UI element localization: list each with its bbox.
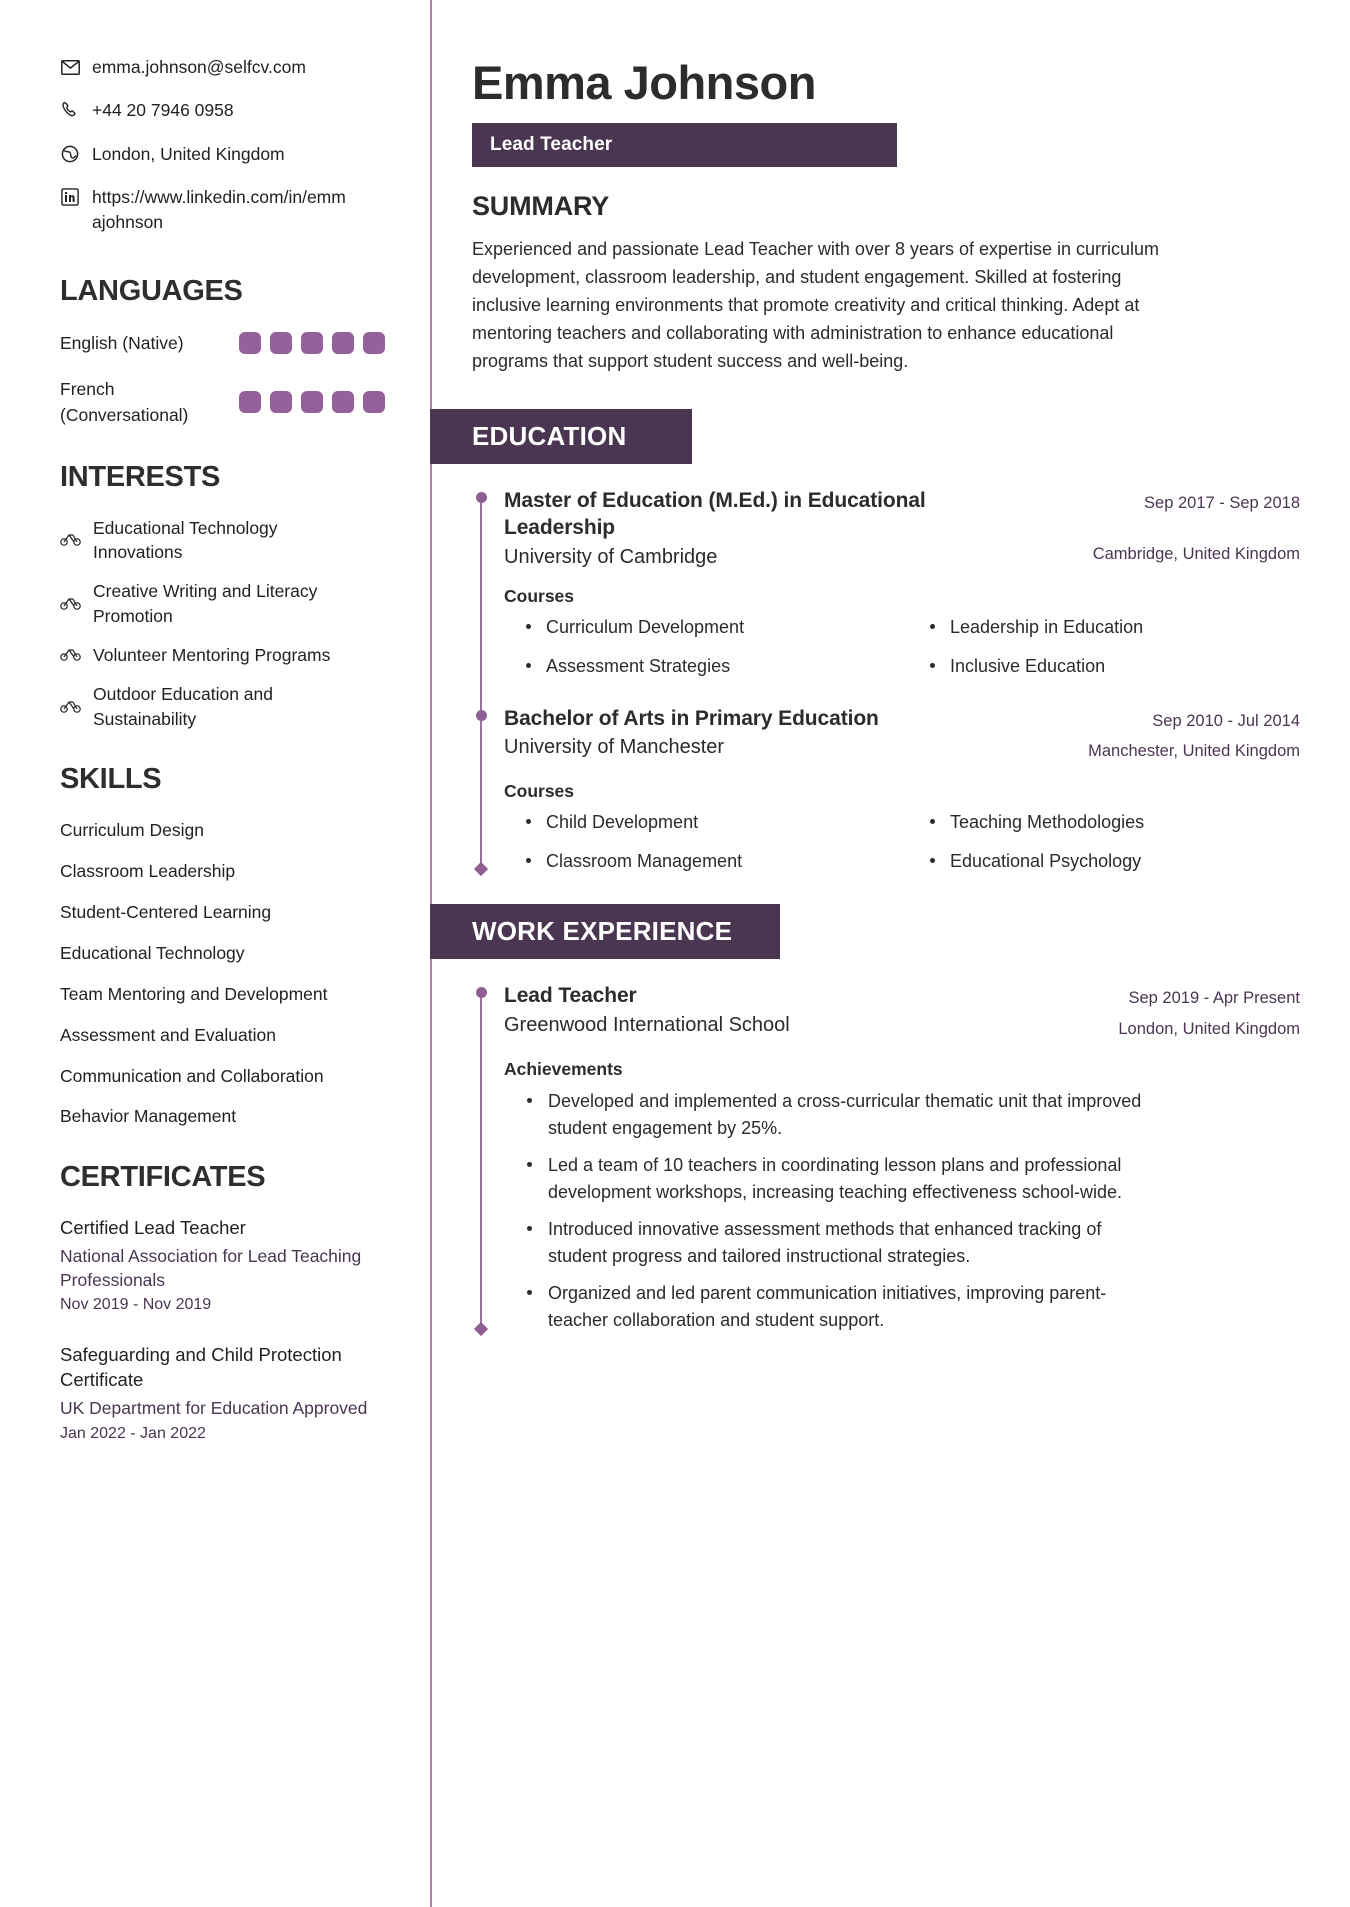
education-date: Sep 2010 - Jul 2014 bbox=[1152, 711, 1300, 730]
interest-label: Volunteer Mentoring Programs bbox=[93, 644, 331, 665]
skill-item: Team Mentoring and Development bbox=[60, 983, 328, 1004]
bicycle-icon bbox=[60, 645, 82, 665]
contact-phone bbox=[60, 98, 385, 123]
school-name: University of Cambridge bbox=[504, 546, 718, 569]
certificate-date: Nov 2019 - Nov 2019 bbox=[60, 1296, 212, 1314]
rating-square bbox=[332, 332, 354, 354]
rating-square bbox=[270, 391, 292, 413]
bicycle-icon bbox=[60, 697, 82, 717]
achievement-item: Developed and implemented a cross-curricular thematic unit that improved student engagement by 25%. bbox=[522, 1088, 1162, 1142]
skill-item: Curriculum Design bbox=[60, 820, 204, 841]
certificate-title: Certified Lead Teacher bbox=[60, 1217, 246, 1239]
education-entry bbox=[504, 488, 1300, 679]
degree-title: Master of Education (M.Ed.) in Educational Leadership bbox=[504, 489, 926, 540]
rating-square bbox=[332, 391, 354, 413]
course-item: Assessment Strategies bbox=[522, 654, 896, 679]
phone-icon bbox=[60, 100, 80, 120]
certificate-item bbox=[60, 1216, 385, 1317]
courses-grid bbox=[504, 615, 1300, 679]
timeline-dot bbox=[476, 710, 487, 721]
work-date: Sep 2019 - Apr Present bbox=[1128, 989, 1300, 1008]
certificate-issuer: National Association for Lead Teaching Professionals bbox=[60, 1246, 362, 1291]
job-title-badge: Lead Teacher bbox=[472, 123, 897, 167]
role-title: Lead Teacher bbox=[504, 984, 637, 1008]
summary-text: Experienced and passionate Lead Teacher with over 8 years of expertise in curriculum development, classroom leadership, and student engagement. Skilled at fostering inclusive learning environments that promote creativity and critical thinking. Adept at mentoring teachers and collaborating with administration to enhance educational programs that support student success and well-being. bbox=[472, 239, 1160, 371]
course-item: Inclusive Education bbox=[926, 654, 1300, 679]
rating-square bbox=[239, 391, 261, 413]
degree-title: Bachelor of Arts in Primary Education bbox=[504, 706, 879, 730]
rating-square bbox=[270, 332, 292, 354]
skill-item: Assessment and Evaluation bbox=[60, 1024, 276, 1045]
timeline-dot bbox=[476, 987, 487, 998]
work-location: London, United Kingdom bbox=[1118, 1020, 1300, 1039]
course-item: Child Development bbox=[522, 810, 896, 835]
achievement-item: Led a team of 10 teachers in coordinating lesson plans and professional development workshops, increasing teaching effectiveness school-wide. bbox=[522, 1152, 1162, 1206]
certificates-heading: CERTIFICATES bbox=[60, 1161, 266, 1194]
contact-location bbox=[60, 142, 385, 167]
education-timeline bbox=[472, 488, 1300, 874]
timeline-line bbox=[480, 496, 482, 866]
courses-label: Courses bbox=[504, 781, 575, 802]
work-timeline bbox=[472, 983, 1300, 1334]
education-heading: EDUCATION bbox=[430, 409, 692, 464]
summary-heading: SUMMARY bbox=[472, 191, 610, 221]
course-item: Educational Psychology bbox=[926, 849, 1300, 874]
course-item: Leadership in Education bbox=[926, 615, 1300, 640]
skill-item: Communication and Collaboration bbox=[60, 1065, 324, 1086]
interest-label: Educational Technology Innovations bbox=[93, 517, 278, 563]
timeline-line bbox=[480, 991, 482, 1326]
language-name: French (Conversational) bbox=[60, 379, 189, 426]
education-entry bbox=[504, 706, 1300, 875]
language-rating bbox=[239, 332, 385, 354]
main-content bbox=[430, 0, 1350, 1907]
contact-list bbox=[60, 55, 385, 235]
interests-heading: INTERESTS bbox=[60, 460, 221, 493]
linkedin-link[interactable]: https://www.linkedin.com/in/emmajohnson bbox=[92, 187, 346, 232]
interest-item bbox=[60, 579, 385, 629]
skill-item: Classroom Leadership bbox=[60, 861, 236, 882]
interest-item bbox=[60, 516, 385, 566]
certificate-issuer: UK Department for Education Approved bbox=[60, 1398, 368, 1419]
bicycle-icon bbox=[60, 594, 82, 614]
languages-heading: LANGUAGES bbox=[60, 274, 243, 307]
timeline-diamond bbox=[474, 862, 488, 876]
course-item: Teaching Methodologies bbox=[926, 810, 1300, 835]
certificate-item bbox=[60, 1343, 385, 1445]
achievements-label: Achievements bbox=[504, 1058, 623, 1079]
skill-item: Student-Centered Learning bbox=[60, 902, 272, 923]
company-name: Greenwood International School bbox=[504, 1014, 790, 1037]
courses-grid bbox=[504, 810, 1300, 874]
skill-item: Behavior Management bbox=[60, 1106, 237, 1127]
bicycle-icon bbox=[60, 530, 82, 550]
skills-heading: SKILLS bbox=[60, 763, 162, 796]
language-name: English (Native) bbox=[60, 332, 184, 353]
timeline-dot bbox=[476, 492, 487, 503]
rating-square bbox=[363, 332, 385, 354]
timeline-diamond bbox=[474, 1322, 488, 1336]
contact-email bbox=[60, 55, 385, 80]
contact-linkedin[interactable] bbox=[60, 185, 385, 235]
achievement-item: Introduced innovative assessment methods that enhanced tracking of student progress and tailored instructional strategies. bbox=[522, 1216, 1162, 1270]
rating-square bbox=[239, 332, 261, 354]
globe-icon bbox=[60, 144, 80, 164]
envelope-icon bbox=[60, 57, 80, 77]
interest-label: Outdoor Education and Sustainability bbox=[93, 683, 273, 729]
language-item bbox=[60, 376, 385, 429]
sidebar bbox=[0, 0, 430, 1907]
certificate-title: Safeguarding and Child Protection Certificate bbox=[60, 1344, 342, 1391]
location-text: London, United Kingdom bbox=[92, 143, 285, 164]
page-title: Emma Johnson bbox=[472, 56, 816, 109]
phone-text: +44 20 7946 0958 bbox=[92, 100, 234, 121]
work-entry bbox=[504, 983, 1300, 1334]
rating-square bbox=[301, 391, 323, 413]
email-text: emma.johnson@selfcv.com bbox=[92, 57, 306, 77]
education-location: Cambridge, United Kingdom bbox=[1092, 545, 1300, 564]
skill-item: Educational Technology bbox=[60, 943, 245, 963]
course-item: Classroom Management bbox=[522, 849, 896, 874]
rating-square bbox=[301, 332, 323, 354]
language-item bbox=[60, 330, 385, 356]
interest-item bbox=[60, 682, 385, 732]
courses-label: Courses bbox=[504, 586, 575, 607]
education-date: Sep 2017 - Sep 2018 bbox=[1144, 494, 1300, 513]
certificate-date: Jan 2022 - Jan 2022 bbox=[60, 1424, 206, 1442]
achievements-list bbox=[504, 1088, 1300, 1334]
work-experience-heading: WORK EXPERIENCE bbox=[430, 904, 780, 959]
rating-square bbox=[363, 391, 385, 413]
language-rating bbox=[239, 391, 385, 413]
education-location: Manchester, United Kingdom bbox=[1088, 742, 1300, 761]
course-item: Curriculum Development bbox=[522, 615, 896, 640]
interest-label: Creative Writing and Literacy Promotion bbox=[93, 581, 318, 627]
linkedin-icon bbox=[60, 187, 80, 207]
interest-item bbox=[60, 643, 385, 668]
achievement-item: Organized and led parent communication initiatives, improving parent-teacher collaboration and student support. bbox=[522, 1280, 1162, 1334]
school-name: University of Manchester bbox=[504, 736, 725, 759]
